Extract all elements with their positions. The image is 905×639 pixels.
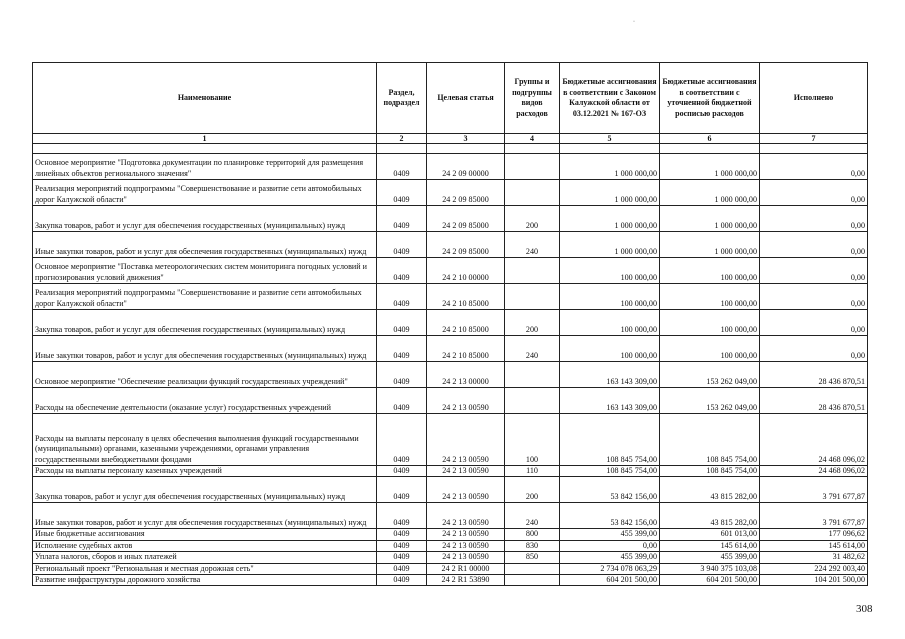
row-budget-refined: 1 000 000,00 xyxy=(660,154,760,180)
row-target: 24 2 10 00000 xyxy=(427,258,505,284)
row-group: 800 xyxy=(505,529,560,540)
row-target: 24 2 09 85000 xyxy=(427,206,505,232)
row-section: 0409 xyxy=(377,414,427,466)
row-executed: 28 436 870,51 xyxy=(760,362,868,388)
row-executed: 0,00 xyxy=(760,232,868,258)
row-budget-law: 455 399,00 xyxy=(560,552,660,563)
row-group: 100 xyxy=(505,414,560,466)
row-executed: 31 482,62 xyxy=(760,552,868,563)
row-group: 830 xyxy=(505,540,560,551)
column-number: 2 xyxy=(377,134,427,144)
row-executed: 0,00 xyxy=(760,310,868,336)
row-target: 24 2 13 00590 xyxy=(427,529,505,540)
table-row xyxy=(33,575,868,586)
table-row xyxy=(33,503,868,529)
row-executed: 0,00 xyxy=(760,154,868,180)
row-executed: 3 791 677,87 xyxy=(760,477,868,503)
column-number: 5 xyxy=(560,134,660,144)
row-target: 24 2 10 85000 xyxy=(427,284,505,310)
row-budget-refined: 108 845 754,00 xyxy=(660,414,760,466)
row-group xyxy=(505,563,560,574)
row-name: Основное мероприятие "Поставка метеорологических систем мониторинга погодных условий и прогнозирования условий движения" xyxy=(33,258,377,284)
table-row xyxy=(33,180,868,206)
row-group: 240 xyxy=(505,232,560,258)
row-name: Иные закупки товаров, работ и услуг для обеспечения государственных (муниципальных) нужд xyxy=(33,336,377,362)
row-name: Иные бюджетные ассигнования xyxy=(33,529,377,540)
row-budget-law: 100 000,00 xyxy=(560,284,660,310)
row-name: Уплата налогов, сборов и иных платежей xyxy=(33,552,377,563)
row-budget-law: 1 000 000,00 xyxy=(560,180,660,206)
row-target: 24 2 10 85000 xyxy=(427,310,505,336)
table-row xyxy=(33,336,868,362)
row-section: 0409 xyxy=(377,477,427,503)
row-group: 200 xyxy=(505,477,560,503)
row-group xyxy=(505,362,560,388)
table-row xyxy=(33,529,868,540)
table-row xyxy=(33,466,868,477)
row-name: Иные закупки товаров, работ и услуг для обеспечения государственных (муниципальных) нужд xyxy=(33,232,377,258)
row-budget-refined: 43 815 282,00 xyxy=(660,477,760,503)
page-number: 308 xyxy=(856,603,873,615)
row-target: 24 2 13 00590 xyxy=(427,414,505,466)
row-target: 24 2 13 00590 xyxy=(427,552,505,563)
row-group: 200 xyxy=(505,310,560,336)
row-budget-law: 100 000,00 xyxy=(560,336,660,362)
row-budget-refined: 108 845 754,00 xyxy=(660,466,760,477)
header-section: Раздел, подраздел xyxy=(377,63,427,134)
column-number: 7 xyxy=(760,134,868,144)
row-executed: 224 292 003,40 xyxy=(760,563,868,574)
row-section: 0409 xyxy=(377,154,427,180)
row-budget-refined: 3 940 375 103,08 xyxy=(660,563,760,574)
row-executed: 145 614,00 xyxy=(760,540,868,551)
table-row xyxy=(33,154,868,180)
row-section: 0409 xyxy=(377,575,427,586)
row-budget-refined: 153 262 049,00 xyxy=(660,362,760,388)
row-executed: 0,00 xyxy=(760,258,868,284)
row-name: Реализация мероприятий подпрограммы "Совершенствование и развитие сети автомобильных дорог Калужской области" xyxy=(33,180,377,206)
row-budget-refined: 100 000,00 xyxy=(660,336,760,362)
row-section: 0409 xyxy=(377,503,427,529)
row-executed: 177 096,62 xyxy=(760,529,868,540)
row-budget-refined: 1 000 000,00 xyxy=(660,180,760,206)
row-section: 0409 xyxy=(377,310,427,336)
row-name: Основное мероприятие "Подготовка документации по планировке территорий для размещения линейных объектов регионального значения" xyxy=(33,154,377,180)
row-executed: 0,00 xyxy=(760,284,868,310)
row-group xyxy=(505,388,560,414)
row-budget-refined: 604 201 500,00 xyxy=(660,575,760,586)
header-executed: Исполнено xyxy=(760,63,868,134)
row-name: Расходы на выплаты персоналу в целях обеспечения выполнения функций государственными (муниципальными) органами, казенными учреждениями, органами управления государственными внебюджетными фондами xyxy=(33,414,377,466)
row-name: Закупка товаров, работ и услуг для обеспечения государственных (муниципальных) нужд xyxy=(33,206,377,232)
row-group xyxy=(505,575,560,586)
row-group xyxy=(505,258,560,284)
header-groups: Группы и подгруппы видов расходов xyxy=(505,63,560,134)
column-number: 3 xyxy=(427,134,505,144)
row-budget-refined: 1 000 000,00 xyxy=(660,206,760,232)
row-section: 0409 xyxy=(377,466,427,477)
row-budget-law: 163 143 309,00 xyxy=(560,362,660,388)
budget-table-container xyxy=(32,62,867,586)
column-number: 1 xyxy=(33,134,377,144)
row-target: 24 2 R1 00000 xyxy=(427,563,505,574)
row-budget-law: 108 845 754,00 xyxy=(560,466,660,477)
row-budget-refined: 43 815 282,00 xyxy=(660,503,760,529)
row-executed: 0,00 xyxy=(760,206,868,232)
row-group: 850 xyxy=(505,552,560,563)
table-row xyxy=(33,477,868,503)
row-target: 24 2 13 00590 xyxy=(427,540,505,551)
row-section: 0409 xyxy=(377,563,427,574)
row-budget-law: 0,00 xyxy=(560,540,660,551)
table-row xyxy=(33,563,868,574)
row-target: 24 2 10 85000 xyxy=(427,336,505,362)
row-executed: 28 436 870,51 xyxy=(760,388,868,414)
row-budget-refined: 100 000,00 xyxy=(660,258,760,284)
row-group: 200 xyxy=(505,206,560,232)
table-row xyxy=(33,206,868,232)
table-row xyxy=(33,552,868,563)
row-group xyxy=(505,284,560,310)
table-row xyxy=(33,284,868,310)
row-group: 240 xyxy=(505,503,560,529)
row-budget-law: 1 000 000,00 xyxy=(560,232,660,258)
row-budget-law: 1 000 000,00 xyxy=(560,206,660,232)
header-budget-refined: Бюджетные ассигнования в соответствии с уточненной бюджетной росписью расходов xyxy=(660,63,760,134)
row-budget-refined: 100 000,00 xyxy=(660,284,760,310)
column-number: 6 xyxy=(660,134,760,144)
row-name: Развитие инфраструктуры дорожного хозяйства xyxy=(33,575,377,586)
row-budget-refined: 145 614,00 xyxy=(660,540,760,551)
row-section: 0409 xyxy=(377,540,427,551)
row-budget-law: 455 399,00 xyxy=(560,529,660,540)
row-budget-law: 604 201 500,00 xyxy=(560,575,660,586)
budget-table xyxy=(32,62,868,586)
row-executed: 0,00 xyxy=(760,336,868,362)
row-group: 110 xyxy=(505,466,560,477)
row-section: 0409 xyxy=(377,232,427,258)
row-name: Расходы на обеспечение деятельности (оказание услуг) государственных учреждений xyxy=(33,388,377,414)
row-executed: 0,00 xyxy=(760,180,868,206)
row-budget-law: 100 000,00 xyxy=(560,258,660,284)
row-group xyxy=(505,180,560,206)
row-budget-law: 2 734 078 063,29 xyxy=(560,563,660,574)
column-number-row xyxy=(33,134,868,144)
row-executed: 24 468 096,02 xyxy=(760,466,868,477)
column-number: 4 xyxy=(505,134,560,144)
row-section: 0409 xyxy=(377,362,427,388)
row-name: Закупка товаров, работ и услуг для обеспечения государственных (муниципальных) нужд xyxy=(33,310,377,336)
table-row xyxy=(33,362,868,388)
row-target: 24 2 R1 53890 xyxy=(427,575,505,586)
row-target: 24 2 13 00590 xyxy=(427,388,505,414)
row-budget-law: 108 845 754,00 xyxy=(560,414,660,466)
header-name: Наименование xyxy=(33,63,377,134)
row-name: Расходы на выплаты персоналу казенных учреждений xyxy=(33,466,377,477)
row-group xyxy=(505,154,560,180)
row-budget-refined: 455 399,00 xyxy=(660,552,760,563)
row-executed: 104 201 500,00 xyxy=(760,575,868,586)
row-section: 0409 xyxy=(377,258,427,284)
row-budget-law: 1 000 000,00 xyxy=(560,154,660,180)
row-name: Региональный проект "Региональная и местная дорожная сеть" xyxy=(33,563,377,574)
row-section: 0409 xyxy=(377,552,427,563)
table-row xyxy=(33,232,868,258)
row-target: 24 2 09 85000 xyxy=(427,180,505,206)
header-budget-law: Бюджетные ассигнования в соответствии с Законом Калужской области от 03.12.2021 № 167-ОЗ xyxy=(560,63,660,134)
row-budget-law: 53 842 156,00 xyxy=(560,503,660,529)
row-executed: 24 468 096,02 xyxy=(760,414,868,466)
row-target: 24 2 13 00590 xyxy=(427,477,505,503)
table-row xyxy=(33,310,868,336)
row-budget-law: 53 842 156,00 xyxy=(560,477,660,503)
row-target: 24 2 09 85000 xyxy=(427,232,505,258)
row-name: Закупка товаров, работ и услуг для обеспечения государственных (муниципальных) нужд xyxy=(33,477,377,503)
row-section: 0409 xyxy=(377,206,427,232)
header-target: Целевая статья xyxy=(427,63,505,134)
row-budget-refined: 100 000,00 xyxy=(660,310,760,336)
table-header-row xyxy=(33,63,868,134)
row-section: 0409 xyxy=(377,336,427,362)
row-budget-refined: 1 000 000,00 xyxy=(660,232,760,258)
table-row xyxy=(33,388,868,414)
row-section: 0409 xyxy=(377,284,427,310)
row-name: Исполнение судебных актов xyxy=(33,540,377,551)
table-body xyxy=(33,144,868,586)
row-group: 240 xyxy=(505,336,560,362)
stray-mark: · xyxy=(633,19,635,25)
row-name: Основное мероприятие "Обеспечение реализации функций государственных учреждений" xyxy=(33,362,377,388)
row-target: 24 2 13 00590 xyxy=(427,503,505,529)
row-budget-law: 100 000,00 xyxy=(560,310,660,336)
row-executed: 3 791 677,87 xyxy=(760,503,868,529)
row-target: 24 2 13 00000 xyxy=(427,362,505,388)
row-section: 0409 xyxy=(377,529,427,540)
row-budget-law: 163 143 309,00 xyxy=(560,388,660,414)
row-budget-refined: 601 013,00 xyxy=(660,529,760,540)
row-section: 0409 xyxy=(377,180,427,206)
table-row xyxy=(33,414,868,466)
row-budget-refined: 153 262 049,00 xyxy=(660,388,760,414)
spacer-row xyxy=(33,144,868,154)
row-target: 24 2 09 00000 xyxy=(427,154,505,180)
row-name: Реализация мероприятий подпрограммы "Совершенствование и развитие сети автомобильных дорог Калужской области" xyxy=(33,284,377,310)
row-target: 24 2 13 00590 xyxy=(427,466,505,477)
row-name: Иные закупки товаров, работ и услуг для обеспечения государственных (муниципальных) нужд xyxy=(33,503,377,529)
row-section: 0409 xyxy=(377,388,427,414)
table-row xyxy=(33,540,868,551)
table-row xyxy=(33,258,868,284)
